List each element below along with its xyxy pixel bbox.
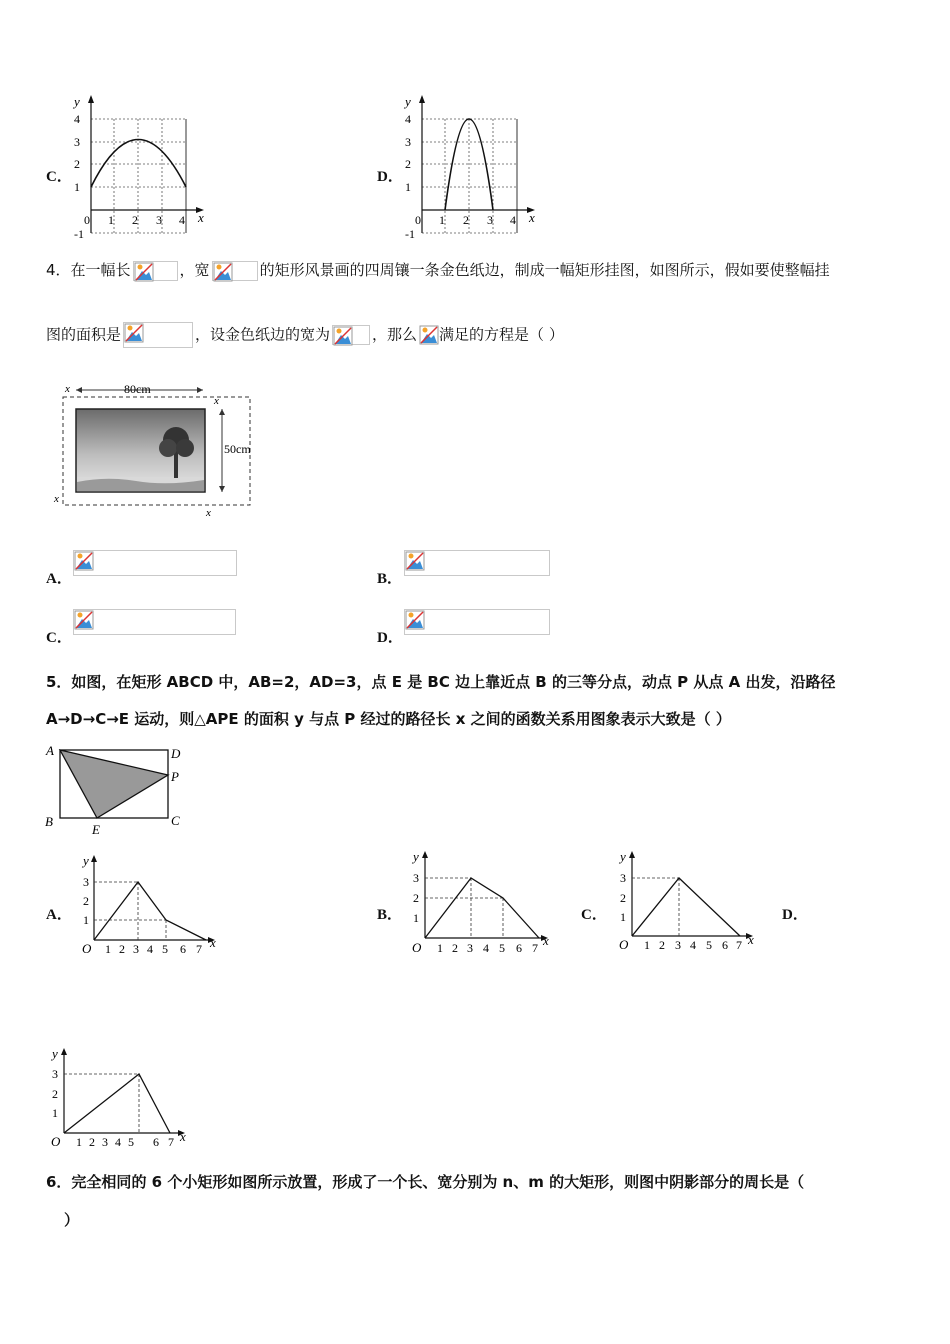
x-tick: 6 (516, 941, 522, 955)
y-tick: 2 (52, 1087, 58, 1101)
y-tick: 2 (74, 157, 80, 171)
y-tick: 3 (52, 1067, 58, 1081)
q5-option-a[interactable]: A． (46, 907, 72, 923)
y-tick: 3 (620, 871, 626, 885)
border-x-label: x (214, 395, 219, 407)
x-tick: 5 (128, 1135, 134, 1149)
x-tick: 4 (690, 938, 696, 952)
q4-text: ，设金色纸边的宽为 (195, 325, 331, 344)
y-axis-label: y (74, 94, 80, 109)
y-tick: 3 (413, 871, 419, 885)
q4-line-1 (46, 260, 830, 281)
q6-line-1: 6．完全相同的 6 个小矩形如图所示放置，形成了一个长、宽分别为 n、m 的大矩形，则图中阴影部分的周长是（ (46, 1173, 805, 1191)
y-tick: 1 (405, 180, 411, 194)
x-tick: 6 (722, 938, 728, 952)
x-tick: 7 (736, 938, 742, 952)
q4-option-a-formula (73, 550, 237, 576)
q4-text: 4．在一幅长 (46, 261, 131, 279)
q4-option-b[interactable]: B． (377, 571, 403, 587)
x-tick: 7 (532, 941, 538, 955)
q3-graph-c (66, 92, 226, 242)
x-axis-label: x (543, 933, 549, 948)
x-tick: 1 (644, 938, 650, 952)
x-tick: 7 (196, 942, 202, 956)
y-tick: 2 (83, 894, 89, 908)
x-tick: 4 (179, 213, 185, 227)
point-p: P (171, 769, 179, 784)
vertex-b: B (45, 814, 53, 829)
q5-option-d[interactable]: D． (782, 907, 808, 923)
q4-option-a[interactable]: A． (46, 571, 72, 587)
formula-image-placeholder (123, 322, 193, 348)
vertex-a: A (46, 743, 54, 758)
q5-option-c[interactable]: C． (581, 907, 607, 923)
y-tick: 1 (413, 911, 419, 925)
x-tick: 3 (156, 213, 162, 227)
q6-line-2: ） (64, 1211, 80, 1229)
x-tick: 2 (132, 213, 138, 227)
origin-label: O (619, 937, 629, 952)
q5-graph-a (72, 852, 222, 958)
x-axis-label: x (198, 210, 204, 225)
q5-graph-d (42, 1045, 202, 1155)
y-tick: 3 (405, 135, 411, 149)
x-tick: 0 (415, 213, 421, 227)
y-tick: -1 (405, 227, 415, 241)
broken-image-icon (213, 262, 233, 282)
x-tick: 2 (89, 1135, 95, 1149)
q5-line-2: A→D→C→E 运动，则△APE 的面积 y 与点 P 经过的路径长 x 之间的函数关系用图象表示大致是（ ） (46, 710, 731, 728)
x-tick: 3 (675, 938, 681, 952)
y-axis-label: y (413, 849, 419, 864)
formula-image-placeholder (212, 261, 258, 281)
x-axis-label: x (180, 1129, 186, 1144)
y-tick: 1 (52, 1106, 58, 1120)
broken-image-icon (333, 326, 353, 346)
q5-graph-c (610, 848, 765, 958)
x-tick: 2 (452, 941, 458, 955)
q4-text: 图的面积是 (46, 325, 122, 344)
q4-text: ，那么 (372, 325, 418, 344)
q4-text: ，宽 (179, 261, 210, 279)
x-tick: 1 (105, 942, 111, 956)
q4-option-c-formula (73, 609, 236, 635)
origin-label: O (82, 941, 92, 956)
x-axis-label: x (210, 935, 216, 950)
x-tick: 1 (439, 213, 445, 227)
x-tick: 6 (153, 1135, 159, 1149)
option-c-label: C． (46, 169, 72, 185)
border-x-label: x (54, 493, 59, 505)
x-tick: 1 (437, 941, 443, 955)
y-tick: -1 (74, 227, 84, 241)
vertex-d: D (171, 746, 181, 761)
y-axis-label: y (620, 849, 626, 864)
q4-option-c[interactable]: C． (46, 630, 72, 646)
x-tick: 3 (102, 1135, 108, 1149)
broken-image-icon (405, 610, 425, 630)
q5-rectangle-figure (42, 740, 192, 838)
x-tick: 5 (706, 938, 712, 952)
broken-image-icon (74, 551, 94, 571)
y-tick: 1 (83, 913, 89, 927)
q4-text: 的矩形风景画的四周镶一条金色纸边，制成一幅矩形挂图，如图所示，假如要使整幅挂 (259, 261, 830, 279)
q3-graph-d (397, 92, 557, 242)
y-tick: 2 (620, 891, 626, 905)
border-x-label: x (65, 383, 70, 395)
y-axis-label: y (405, 94, 411, 109)
option-d-label: D． (377, 169, 403, 185)
x-tick: 4 (483, 941, 489, 955)
y-tick: 3 (74, 135, 80, 149)
x-tick: 2 (659, 938, 665, 952)
y-tick: 2 (405, 157, 411, 171)
x-tick: 2 (119, 942, 125, 956)
x-axis-label: x (529, 210, 535, 225)
vertex-c: C (171, 813, 180, 828)
height-label: 50cm (224, 442, 251, 456)
x-tick: 7 (168, 1135, 174, 1149)
x-axis-label: x (748, 932, 754, 947)
q5-line-1: 5．如图，在矩形 ABCD 中，AB=2，AD=3，点 E 是 BC 边上靠近点 B 的三等分点，动点 P 从点 A 出发，沿路径 (46, 673, 836, 691)
y-axis-label: y (52, 1046, 58, 1061)
x-tick: 0 (84, 213, 90, 227)
x-tick: 1 (108, 213, 114, 227)
broken-image-icon (405, 551, 425, 571)
x-tick: 3 (133, 942, 139, 956)
broken-image-icon (74, 610, 94, 630)
broken-image-icon (134, 262, 154, 282)
y-tick: 4 (74, 112, 80, 126)
broken-image-icon (124, 323, 144, 343)
q4-option-d[interactable]: D． (377, 630, 403, 646)
x-tick: 3 (487, 213, 493, 227)
formula-image-placeholder (133, 261, 178, 281)
q4-painting-figure (46, 378, 256, 523)
origin-label: O (412, 940, 422, 955)
formula-image-placeholder (332, 325, 370, 345)
x-tick: 4 (510, 213, 516, 227)
x-tick: 4 (147, 942, 153, 956)
y-tick: 3 (83, 875, 89, 889)
origin-label: O (51, 1134, 61, 1149)
q4-text: 满足的方程是（ ） (439, 325, 564, 344)
x-tick: 3 (467, 941, 473, 955)
q4-option-d-formula (404, 609, 550, 635)
broken-image-icon (419, 325, 439, 345)
x-tick: 6 (180, 942, 186, 956)
q5-option-b[interactable]: B． (377, 907, 403, 923)
q5-graph-b (403, 848, 558, 958)
width-label: 80cm (124, 382, 151, 396)
q4-line-2 (46, 322, 564, 348)
y-tick: 2 (413, 891, 419, 905)
y-tick: 1 (74, 180, 80, 194)
x-tick: 5 (162, 942, 168, 956)
point-e: E (92, 822, 100, 837)
x-tick: 2 (463, 213, 469, 227)
x-tick: 1 (76, 1135, 82, 1149)
y-tick: 1 (620, 910, 626, 924)
y-axis-label: y (83, 853, 89, 868)
formula-image-placeholder (419, 325, 437, 345)
q4-option-b-formula (404, 550, 550, 576)
border-x-label: x (206, 507, 211, 519)
x-tick: 5 (499, 941, 505, 955)
x-tick: 4 (115, 1135, 121, 1149)
y-tick: 4 (405, 112, 411, 126)
